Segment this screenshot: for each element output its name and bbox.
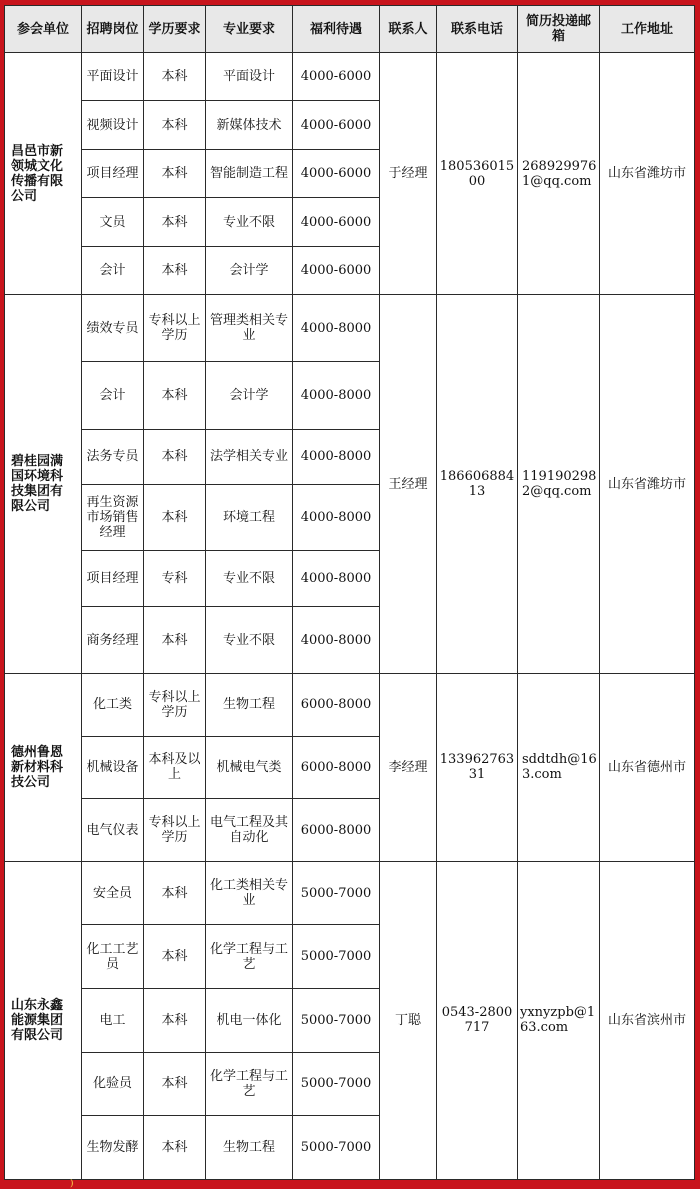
position-salary: 4000-6000 — [293, 246, 380, 294]
position-salary: 4000-8000 — [293, 550, 380, 607]
position-major: 环境工程 — [206, 485, 293, 551]
position-education: 本科 — [144, 607, 206, 674]
position-title: 会计 — [82, 246, 144, 294]
position-salary: 6000-8000 — [293, 799, 380, 862]
header-contact: 联系人 — [380, 6, 437, 53]
position-title: 商务经理 — [82, 607, 144, 674]
position-education: 本科 — [144, 246, 206, 294]
header-salary: 福利待遇 — [293, 6, 380, 53]
position-major: 电气工程及其自动化 — [206, 799, 293, 862]
company-name: 山东永鑫能源集团有限公司 — [5, 861, 82, 1179]
position-title: 项目经理 — [82, 149, 144, 197]
position-education: 本科 — [144, 101, 206, 149]
position-title: 化工工艺员 — [82, 925, 144, 989]
position-major: 专业不限 — [206, 607, 293, 674]
position-title: 绩效专员 — [82, 295, 144, 362]
table-row — [5, 53, 695, 101]
resume-email: sddtdh@163.com — [518, 674, 600, 862]
position-title: 电气仪表 — [82, 799, 144, 862]
position-salary: 6000-8000 — [293, 736, 380, 799]
position-major: 化工类相关专业 — [206, 861, 293, 925]
position-education: 本科 — [144, 861, 206, 925]
position-salary: 4000-8000 — [293, 485, 380, 551]
position-title: 机械设备 — [82, 736, 144, 799]
position-title: 电工 — [82, 989, 144, 1053]
position-salary: 5000-7000 — [293, 1052, 380, 1116]
position-major: 化学工程与工艺 — [206, 925, 293, 989]
position-major: 会计学 — [206, 361, 293, 429]
position-title: 生物发酵 — [82, 1116, 144, 1180]
position-major: 专业不限 — [206, 198, 293, 246]
position-education: 本科 — [144, 485, 206, 551]
recruitment-table — [4, 5, 695, 1180]
position-title: 化工类 — [82, 674, 144, 737]
position-title: 项目经理 — [82, 550, 144, 607]
position-education: 专科 — [144, 550, 206, 607]
company-name: 碧桂园满国环境科技集团有限公司 — [5, 295, 82, 674]
position-education: 本科 — [144, 1116, 206, 1180]
position-major: 机电一体化 — [206, 989, 293, 1053]
header-education: 学历要求 — [144, 6, 206, 53]
work-address: 山东省德州市 — [600, 674, 695, 862]
resume-email: yxnyzpb@163.com — [518, 861, 600, 1179]
position-major: 化学工程与工艺 — [206, 1052, 293, 1116]
position-major: 新媒体技术 — [206, 101, 293, 149]
contact-phone: 18660688413 — [437, 295, 518, 674]
contact-person: 李经理 — [380, 674, 437, 862]
position-education: 本科 — [144, 989, 206, 1053]
position-salary: 4000-6000 — [293, 101, 380, 149]
work-address: 山东省潍坊市 — [600, 295, 695, 674]
header-row — [5, 6, 695, 53]
resume-email: 1191902982@qq.com — [518, 295, 600, 674]
position-title: 化验员 — [82, 1052, 144, 1116]
company-name: 德州鲁恩新材料科技公司 — [5, 674, 82, 862]
position-major: 会计学 — [206, 246, 293, 294]
position-title: 安全员 — [82, 861, 144, 925]
position-education: 本科及以上 — [144, 736, 206, 799]
position-education: 本科 — [144, 198, 206, 246]
position-major: 平面设计 — [206, 53, 293, 101]
position-major: 管理类相关专业 — [206, 295, 293, 362]
table-row — [5, 861, 695, 925]
position-education: 专科以上学历 — [144, 799, 206, 862]
work-address: 山东省滨州市 — [600, 861, 695, 1179]
position-salary: 4000-6000 — [293, 149, 380, 197]
position-salary: 4000-8000 — [293, 429, 380, 485]
position-major: 法学相关专业 — [206, 429, 293, 485]
position-salary: 4000-6000 — [293, 198, 380, 246]
header-major: 专业要求 — [206, 6, 293, 53]
position-major: 智能制造工程 — [206, 149, 293, 197]
position-major: 专业不限 — [206, 550, 293, 607]
contact-phone: 13396276331 — [437, 674, 518, 862]
position-title: 法务专员 — [82, 429, 144, 485]
resume-email: 2689299761@qq.com — [518, 53, 600, 295]
position-salary: 5000-7000 — [293, 1116, 380, 1180]
position-major: 机械电气类 — [206, 736, 293, 799]
position-education: 本科 — [144, 149, 206, 197]
recruitment-table-frame — [4, 5, 694, 1180]
contact-person: 王经理 — [380, 295, 437, 674]
position-salary: 5000-7000 — [293, 989, 380, 1053]
header-phone: 联系电话 — [437, 6, 518, 53]
work-address: 山东省潍坊市 — [600, 53, 695, 295]
header-email: 简历投递邮箱 — [518, 6, 600, 53]
table-row — [5, 674, 695, 737]
contact-person: 于经理 — [380, 53, 437, 295]
position-education: 本科 — [144, 925, 206, 989]
decorative-mark: ) — [70, 1179, 74, 1189]
position-major: 生物工程 — [206, 674, 293, 737]
position-title: 平面设计 — [82, 53, 144, 101]
contact-phone: 18053601500 — [437, 53, 518, 295]
position-education: 本科 — [144, 429, 206, 485]
position-major: 生物工程 — [206, 1116, 293, 1180]
position-salary: 5000-7000 — [293, 925, 380, 989]
position-education: 专科以上学历 — [144, 295, 206, 362]
header-position: 招聘岗位 — [82, 6, 144, 53]
position-education: 本科 — [144, 361, 206, 429]
contact-phone: 0543-2800717 — [437, 861, 518, 1179]
position-salary: 5000-7000 — [293, 861, 380, 925]
position-salary: 4000-8000 — [293, 361, 380, 429]
position-salary: 4000-8000 — [293, 295, 380, 362]
position-title: 文员 — [82, 198, 144, 246]
header-address: 工作地址 — [600, 6, 695, 53]
position-education: 本科 — [144, 53, 206, 101]
position-title: 会计 — [82, 361, 144, 429]
header-company: 参会单位 — [5, 6, 82, 53]
position-title: 再生资源市场销售经理 — [82, 485, 144, 551]
position-education: 专科以上学历 — [144, 674, 206, 737]
position-salary: 6000-8000 — [293, 674, 380, 737]
position-salary: 4000-6000 — [293, 53, 380, 101]
position-salary: 4000-8000 — [293, 607, 380, 674]
position-education: 本科 — [144, 1052, 206, 1116]
position-title: 视频设计 — [82, 101, 144, 149]
contact-person: 丁聪 — [380, 861, 437, 1179]
table-row — [5, 295, 695, 362]
company-name: 昌邑市新领城文化传播有限公司 — [5, 53, 82, 295]
